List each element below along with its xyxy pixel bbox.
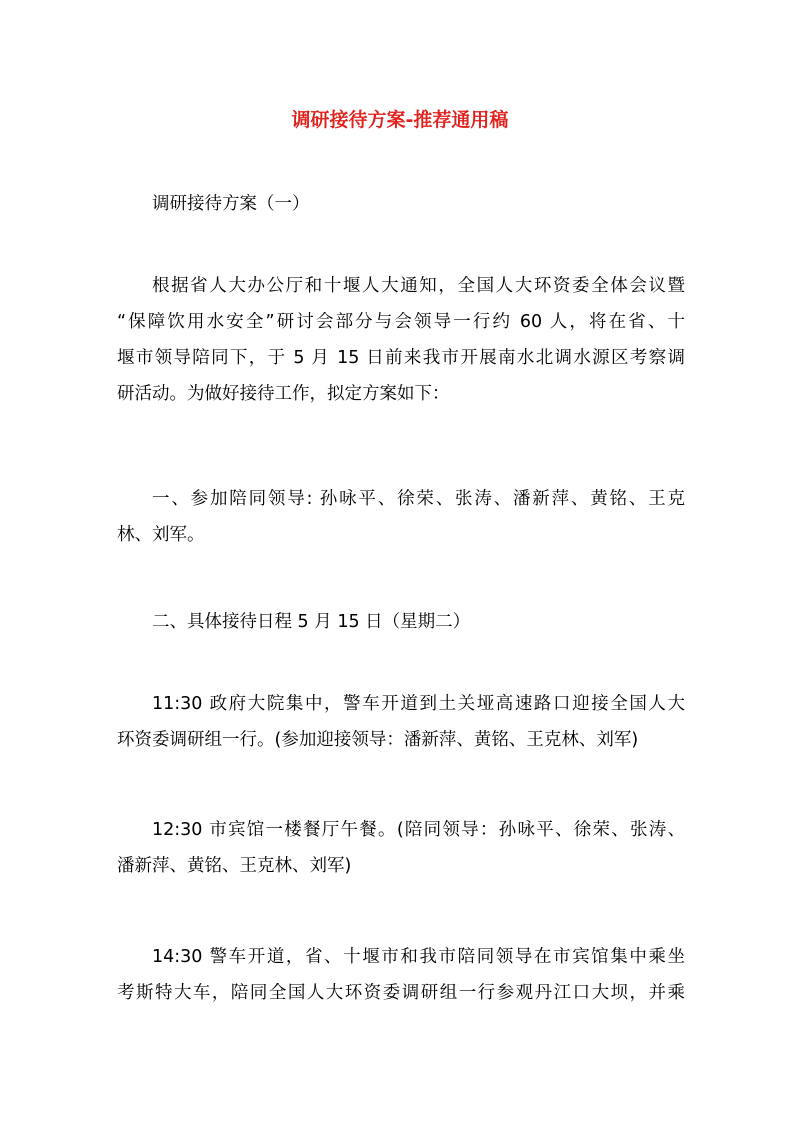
section-heading-plan-one bbox=[117, 186, 685, 222]
paragraph-line: 调研接待方案（一） bbox=[152, 194, 310, 214]
paragraph-line: 二、具体接待日程 5 月 15 日（星期二） bbox=[152, 612, 471, 632]
paragraph-accompanying-leaders bbox=[117, 481, 685, 553]
paragraph-schedule-heading bbox=[117, 604, 685, 640]
paragraph-line: 林、刘军。 bbox=[117, 525, 205, 545]
paragraph-line: 考斯特大车，陪同全国人大环资委调研组一行参观丹江口大坝，并乘 bbox=[117, 983, 685, 1003]
document-title: 调研接待方案-推荐通用稿 bbox=[291, 109, 509, 131]
paragraph-line: 根据省人大办公厅和十堰人大通知，全国人大环资委全体会议暨 bbox=[152, 276, 685, 296]
paragraph-schedule-1430 bbox=[117, 939, 685, 1011]
paragraph-line: 环资委调研组一行。(参加迎接领导：潘新萍、黄铭、王克林、刘军) bbox=[117, 730, 639, 750]
paragraph-line: 11:30 政府大院集中，警车开道到土关垭高速路口迎接全国人大 bbox=[152, 694, 685, 714]
paragraph-schedule-1130 bbox=[117, 686, 685, 758]
paragraph-line: 12:30 市宾馆一楼餐厅午餐。(陪同领导：孙咏平、徐荣、张涛、 bbox=[152, 820, 685, 840]
paragraph-line: 潘新萍、黄铭、王克林、刘军) bbox=[117, 856, 352, 876]
paragraph-line: 研活动。为做好接待工作，拟定方案如下： bbox=[117, 384, 450, 404]
paragraph-line: “保障饮用水安全”研讨会部分与会领导一行约 60 人，将在省、十 bbox=[117, 312, 685, 332]
paragraph-line: 堰市领导陪同下，于 5 月 15 日前来我市开展南水北调水源区考察调 bbox=[117, 348, 685, 368]
paragraph-line: 14:30 警车开道，省、十堰市和我市陪同领导在市宾馆集中乘坐 bbox=[152, 947, 685, 967]
paragraph-intro bbox=[117, 268, 685, 412]
paragraph-schedule-1230 bbox=[117, 812, 685, 884]
paragraph-line: 一、参加陪同领导: 孙咏平、徐荣、张涛、潘新萍、黄铭、王克 bbox=[152, 489, 685, 509]
